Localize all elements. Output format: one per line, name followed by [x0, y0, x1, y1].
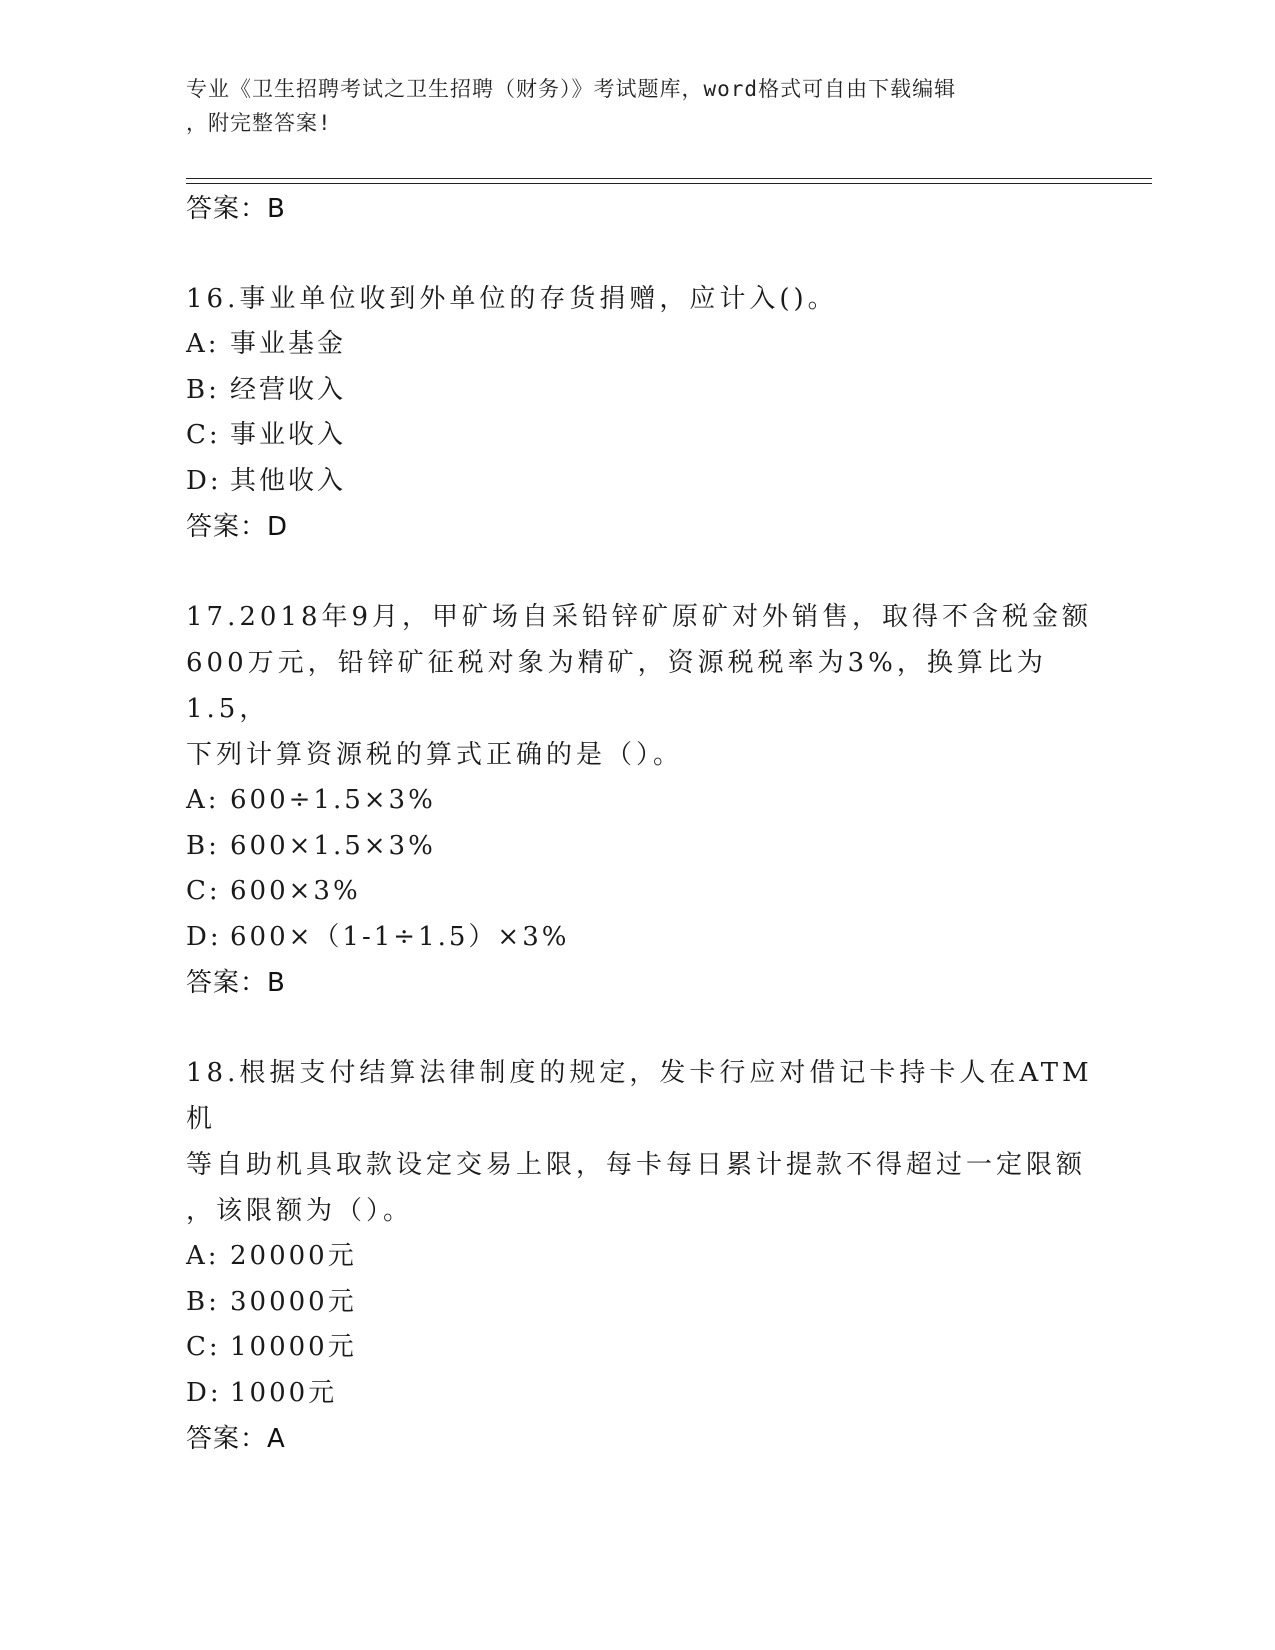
option-label: D:	[186, 1377, 222, 1408]
question-list	[186, 186, 1106, 1462]
option-text: 600×3%	[230, 876, 361, 906]
question-stem	[186, 276, 1106, 322]
option-label: A:	[186, 329, 220, 359]
option-label: D:	[186, 465, 222, 496]
answer-line: 答案：B	[186, 968, 286, 998]
option-c	[186, 869, 1106, 915]
stem-line: 18.根据支付结算法律制度的规定，发卡行应对借记卡持卡人在ATM机	[186, 1058, 1093, 1134]
option-label: C:	[186, 420, 221, 450]
header-divider-top	[186, 178, 1152, 179]
question-block-17	[186, 594, 1106, 1006]
option-text: 其他收入	[230, 465, 347, 496]
option-a	[186, 322, 1106, 368]
stem-line: 17.2018年9月，甲矿场自采铅锌矿原矿对外销售，取得不含税金额	[186, 602, 1093, 632]
option-text: 600×（1-1÷1.5）×3%	[230, 921, 570, 952]
option-label: A:	[186, 785, 220, 815]
option-label: B:	[186, 374, 220, 405]
question-block-16	[186, 276, 1106, 550]
option-text: 1000元	[230, 1377, 338, 1408]
option-b	[186, 1280, 1106, 1326]
option-label: D:	[186, 921, 222, 952]
option-label: B:	[186, 1286, 220, 1317]
option-text: 10000元	[230, 1332, 357, 1362]
option-c	[186, 413, 1106, 459]
stem-line: 等自助机具取款设定交易上限，每卡每日累计提款不得超过一定限额	[186, 1150, 1087, 1180]
previous-answer: 答案：B	[186, 194, 286, 224]
option-text: 600×1.5×3%	[230, 830, 436, 861]
header-divider-bottom	[186, 183, 1152, 184]
option-a	[186, 1234, 1106, 1280]
answer-line: 答案：D	[186, 512, 289, 542]
option-a	[186, 778, 1106, 824]
header-line-1: 专业《卫生招聘考试之卫生招聘（财务）》考试题库，word格式可自由下载编辑	[186, 77, 957, 101]
question-stem	[186, 594, 1106, 778]
stem-line: ，该限额为（）。	[186, 1196, 414, 1226]
option-c	[186, 1325, 1106, 1371]
option-text: 事业收入	[230, 420, 347, 450]
option-label: A:	[186, 1241, 220, 1271]
option-text: 经营收入	[230, 374, 347, 405]
question-stem	[186, 1050, 1106, 1234]
option-text: 30000元	[230, 1286, 357, 1317]
option-text: 600÷1.5×3%	[230, 785, 436, 815]
option-b	[186, 368, 1106, 414]
stem-line: 16.事业单位收到外单位的存货捐赠，应计入()。	[186, 284, 838, 314]
option-d	[186, 1371, 1106, 1417]
block-spacer	[186, 1006, 1106, 1050]
stem-line: 600万元，铅锌矿征税对象为精矿，资源税税率为3%，换算比为1.5，	[186, 648, 1047, 724]
option-d	[186, 915, 1106, 961]
stem-line: 下列计算资源税的算式正确的是（）。	[186, 740, 684, 770]
block-spacer	[186, 550, 1106, 594]
option-label: B:	[186, 830, 220, 861]
option-text: 20000元	[230, 1241, 357, 1271]
option-b	[186, 824, 1106, 870]
document-header	[186, 72, 1086, 140]
question-block-18	[186, 1050, 1106, 1462]
option-label: C:	[186, 1332, 221, 1362]
option-d	[186, 459, 1106, 505]
answer-line: 答案：A	[186, 1424, 286, 1454]
option-text: 事业基金	[230, 329, 347, 359]
block-spacer	[186, 232, 1106, 276]
option-label: C:	[186, 876, 221, 906]
header-line-2: ，附完整答案!	[186, 111, 332, 135]
